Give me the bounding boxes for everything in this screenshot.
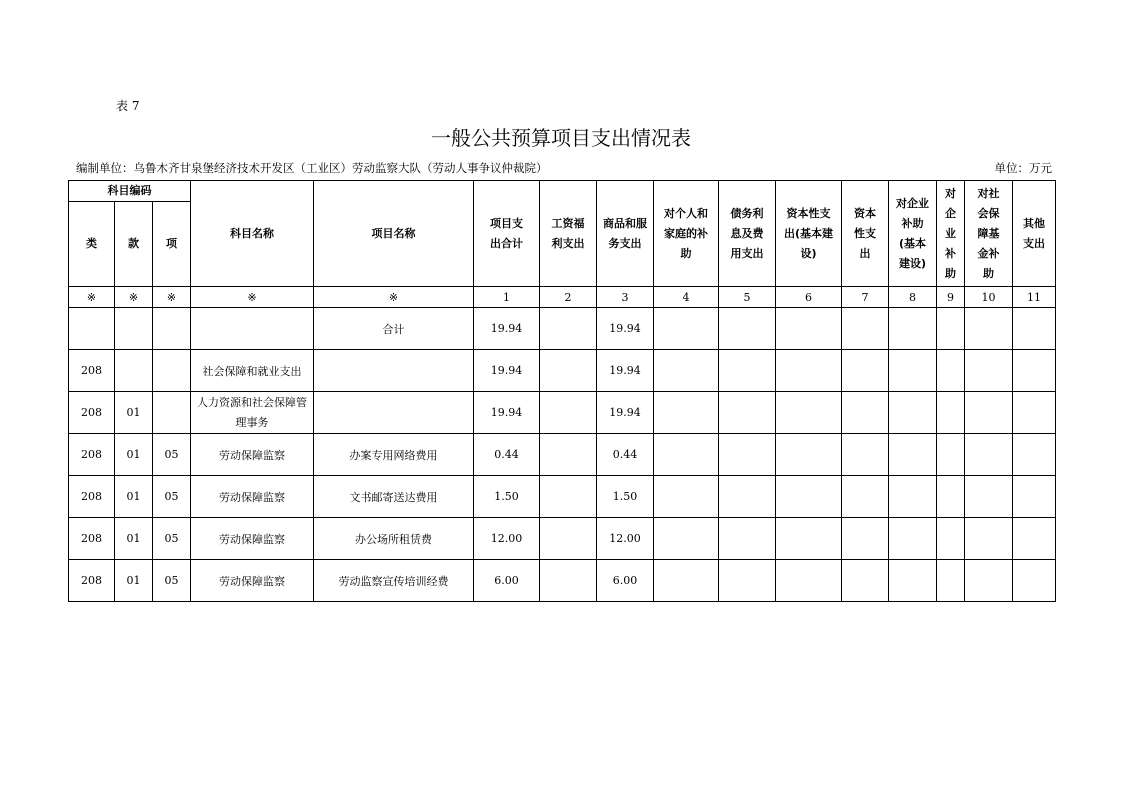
cell-enterprise-subsidy: [937, 434, 965, 476]
table-row: [69, 308, 1056, 350]
cell-lei: 208: [69, 434, 115, 476]
cell-capital-expenditure: [842, 392, 889, 434]
header-individual-household-subsidy: 对个人和家庭的补助: [654, 181, 719, 287]
cell-wages-welfare: [540, 392, 597, 434]
cell-capital-expenditure: [842, 350, 889, 392]
cell-lei: 208: [69, 518, 115, 560]
cell-project-name: 合计: [314, 308, 474, 350]
cell-subject-name: 社会保障和就业支出: [191, 350, 314, 392]
cell-debt-interest: [719, 392, 776, 434]
cell-social-security-fund-subsidy: [965, 350, 1013, 392]
cell-social-security-fund-subsidy: [965, 434, 1013, 476]
index-cell: 2: [540, 287, 597, 308]
cell-enterprise-subsidy: [937, 392, 965, 434]
cell-wages-welfare: [540, 350, 597, 392]
cell-individual-household-subsidy: [654, 350, 719, 392]
header-social-security-fund-subsidy: 对社会保障基金补助: [965, 181, 1013, 287]
index-cell: 6: [776, 287, 842, 308]
cell-project-total: 1.50: [474, 476, 540, 518]
cell-capital-basic-construction: [776, 434, 842, 476]
cell-kuan: [115, 308, 153, 350]
header-lei: 类: [69, 202, 115, 287]
header-capital-basic-construction: 资本性支出(基本建设): [776, 181, 842, 287]
index-cell: ※: [191, 287, 314, 308]
cell-enterprise-subsidy: [937, 476, 965, 518]
cell-xiang: [153, 392, 191, 434]
cell-subject-name: 劳动保障监察: [191, 434, 314, 476]
cell-project-total: 19.94: [474, 350, 540, 392]
cell-subject-name: 劳动保障监察: [191, 518, 314, 560]
header-kuan: 款: [115, 202, 153, 287]
cell-debt-interest: [719, 518, 776, 560]
cell-enterprise-subsidy: [937, 560, 965, 602]
cell-subject-name: 劳动保障监察: [191, 476, 314, 518]
cell-enterprise-subsidy: [937, 518, 965, 560]
index-cell: 3: [597, 287, 654, 308]
cell-capital-expenditure: [842, 518, 889, 560]
header-project-total: 项目支出合计: [474, 181, 540, 287]
cell-lei: 208: [69, 476, 115, 518]
index-cell: ※: [153, 287, 191, 308]
cell-other-expenditure: [1013, 518, 1056, 560]
cell-subject-name: [191, 308, 314, 350]
header-project-name: 项目名称: [314, 181, 474, 287]
cell-project-total: 19.94: [474, 308, 540, 350]
table-body: [69, 308, 1056, 602]
cell-project-total: 19.94: [474, 392, 540, 434]
cell-wages-welfare: [540, 308, 597, 350]
cell-goods-services: 19.94: [597, 392, 654, 434]
table-row: [69, 434, 1056, 476]
cell-capital-basic-construction: [776, 518, 842, 560]
cell-lei: 208: [69, 350, 115, 392]
cell-project-total: 12.00: [474, 518, 540, 560]
cell-wages-welfare: [540, 518, 597, 560]
index-cell: 1: [474, 287, 540, 308]
header-capital-expenditure: 资本性支出: [842, 181, 889, 287]
cell-enterprise-subsidy-construction: [889, 308, 937, 350]
cell-enterprise-subsidy-construction: [889, 476, 937, 518]
index-cell: ※: [115, 287, 153, 308]
cell-xiang: 05: [153, 476, 191, 518]
table-row: [69, 560, 1056, 602]
cell-project-name: 办公场所租赁费: [314, 518, 474, 560]
cell-lei: [69, 308, 115, 350]
index-cell: 5: [719, 287, 776, 308]
header-goods-services: 商品和服务支出: [597, 181, 654, 287]
cell-other-expenditure: [1013, 350, 1056, 392]
cell-capital-basic-construction: [776, 392, 842, 434]
cell-goods-services: 19.94: [597, 308, 654, 350]
cell-capital-basic-construction: [776, 308, 842, 350]
table-row: [69, 476, 1056, 518]
cell-social-security-fund-subsidy: [965, 308, 1013, 350]
currency-unit: 单位：万元: [994, 161, 1052, 175]
cell-project-total: 6.00: [474, 560, 540, 602]
cell-capital-expenditure: [842, 560, 889, 602]
header-enterprise-subsidy: 对企业补助: [937, 181, 965, 287]
cell-project-name: 办案专用网络费用: [314, 434, 474, 476]
cell-capital-basic-construction: [776, 350, 842, 392]
index-cell: 8: [889, 287, 937, 308]
cell-xiang: 05: [153, 434, 191, 476]
cell-kuan: [115, 350, 153, 392]
table-row: [69, 350, 1056, 392]
cell-social-security-fund-subsidy: [965, 476, 1013, 518]
cell-goods-services: 1.50: [597, 476, 654, 518]
cell-debt-interest: [719, 350, 776, 392]
index-cell: 7: [842, 287, 889, 308]
cell-other-expenditure: [1013, 392, 1056, 434]
cell-other-expenditure: [1013, 560, 1056, 602]
cell-wages-welfare: [540, 560, 597, 602]
index-cell: 11: [1013, 287, 1056, 308]
cell-lei: 208: [69, 560, 115, 602]
index-cell: 4: [654, 287, 719, 308]
cell-goods-services: 6.00: [597, 560, 654, 602]
header-subject-name: 科目名称: [191, 181, 314, 287]
cell-goods-services: 19.94: [597, 350, 654, 392]
cell-kuan: 01: [115, 476, 153, 518]
cell-social-security-fund-subsidy: [965, 560, 1013, 602]
cell-other-expenditure: [1013, 308, 1056, 350]
cell-lei: 208: [69, 392, 115, 434]
cell-debt-interest: [719, 476, 776, 518]
cell-enterprise-subsidy-construction: [889, 434, 937, 476]
cell-goods-services: 0.44: [597, 434, 654, 476]
header-debt-interest: 债务利息及费用支出: [719, 181, 776, 287]
index-cell: ※: [314, 287, 474, 308]
cell-social-security-fund-subsidy: [965, 518, 1013, 560]
compiling-unit: 编制单位：乌鲁木齐甘泉堡经济技术开发区（工业区）劳动监察大队（劳动人事争议仲裁院）: [76, 161, 548, 175]
cell-kuan: 01: [115, 518, 153, 560]
cell-enterprise-subsidy-construction: [889, 518, 937, 560]
cell-social-security-fund-subsidy: [965, 392, 1013, 434]
cell-capital-basic-construction: [776, 476, 842, 518]
index-cell: 9: [937, 287, 965, 308]
cell-project-total: 0.44: [474, 434, 540, 476]
cell-enterprise-subsidy: [937, 308, 965, 350]
cell-xiang: [153, 350, 191, 392]
cell-subject-name: 劳动保障监察: [191, 560, 314, 602]
cell-project-name: [314, 392, 474, 434]
cell-capital-basic-construction: [776, 560, 842, 602]
header-row-1: [69, 181, 1056, 202]
index-row: [69, 287, 1056, 308]
header-code-group: 科目编码: [69, 181, 191, 202]
header-xiang: 项: [153, 202, 191, 287]
page-title: 一般公共预算项目支出情况表: [431, 126, 691, 150]
cell-xiang: [153, 308, 191, 350]
cell-xiang: 05: [153, 560, 191, 602]
cell-kuan: 01: [115, 434, 153, 476]
cell-subject-name: 人力资源和社会保障管理事务: [191, 392, 314, 434]
cell-other-expenditure: [1013, 434, 1056, 476]
cell-debt-interest: [719, 308, 776, 350]
cell-enterprise-subsidy-construction: [889, 350, 937, 392]
cell-individual-household-subsidy: [654, 560, 719, 602]
cell-enterprise-subsidy-construction: [889, 392, 937, 434]
cell-enterprise-subsidy: [937, 350, 965, 392]
cell-wages-welfare: [540, 476, 597, 518]
cell-xiang: 05: [153, 518, 191, 560]
cell-project-name: 文书邮寄送达费用: [314, 476, 474, 518]
cell-individual-household-subsidy: [654, 518, 719, 560]
cell-debt-interest: [719, 560, 776, 602]
cell-kuan: 01: [115, 392, 153, 434]
cell-individual-household-subsidy: [654, 476, 719, 518]
cell-individual-household-subsidy: [654, 308, 719, 350]
cell-capital-expenditure: [842, 308, 889, 350]
cell-project-name: [314, 350, 474, 392]
cell-project-name: 劳动监察宣传培训经费: [314, 560, 474, 602]
table-number: 表 7: [116, 99, 140, 113]
index-cell: 10: [965, 287, 1013, 308]
cell-kuan: 01: [115, 560, 153, 602]
index-cell: ※: [69, 287, 115, 308]
cell-capital-expenditure: [842, 476, 889, 518]
cell-goods-services: 12.00: [597, 518, 654, 560]
cell-debt-interest: [719, 434, 776, 476]
cell-enterprise-subsidy-construction: [889, 560, 937, 602]
table-row: [69, 518, 1056, 560]
budget-table: [68, 180, 1056, 602]
cell-other-expenditure: [1013, 476, 1056, 518]
cell-wages-welfare: [540, 434, 597, 476]
cell-individual-household-subsidy: [654, 392, 719, 434]
header-other-expenditure: 其他支出: [1013, 181, 1056, 287]
table-row: [69, 392, 1056, 434]
cell-individual-household-subsidy: [654, 434, 719, 476]
cell-capital-expenditure: [842, 434, 889, 476]
header-wages-welfare: 工资福利支出: [540, 181, 597, 287]
header-enterprise-subsidy-construction: 对企业补助(基本建设): [889, 181, 937, 287]
